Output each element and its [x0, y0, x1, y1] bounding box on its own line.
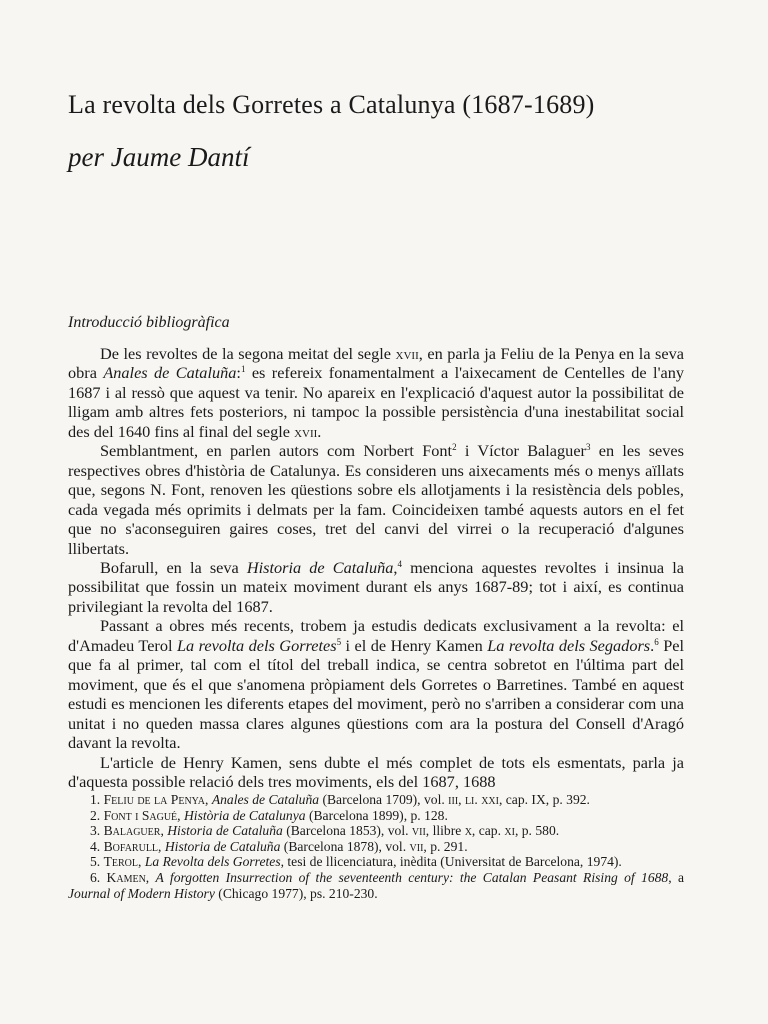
text-run: , p. 580. [514, 823, 560, 839]
work-title: La revolta dels Segadors [487, 635, 651, 655]
text-run: , tesi de llicenciatura, inèdita (Universitat de Barcelona, 1974). [280, 854, 622, 870]
text-run: xvii [294, 421, 318, 441]
text-run: , [158, 838, 165, 854]
text-run: x [464, 823, 472, 839]
work-title: Història de Catalunya [183, 807, 306, 823]
work-title: Anales de Cataluña [211, 792, 320, 807]
footnote-number: 6. [90, 869, 107, 885]
text-run: , [160, 823, 168, 839]
footnote-ref: 1 [240, 364, 246, 375]
text-run: (Barcelona 1853), vol. [282, 823, 412, 839]
footnote-ref: 2 [452, 442, 457, 453]
journal-title: Journal of Modern History [68, 885, 215, 901]
footnote-author: Feliu de la Penya [103, 792, 206, 807]
footnote-ref: 3 [585, 442, 591, 453]
text-run: , [205, 792, 212, 807]
text-run: li. xxi [464, 792, 499, 807]
article-title: La revolta dels Gorretes a Catalunya (1687-1689) [68, 90, 595, 119]
text-run: iii [448, 792, 459, 807]
text-run: , [458, 792, 465, 807]
footnote-1 [68, 792, 684, 808]
text-run: (Barcelona 1878), vol. [280, 838, 410, 854]
footnote-ref: 6 [654, 636, 659, 647]
text-run: vii [409, 838, 424, 854]
body-text [68, 344, 684, 791]
text-run: , llibre [425, 823, 465, 839]
work-title: La revolta dels Gorretes [176, 635, 337, 655]
text-run: , a [668, 869, 684, 885]
footnote-3 [68, 823, 684, 839]
text-run: , p. 291. [423, 838, 468, 854]
text-run: i el de Henry Kamen [341, 635, 488, 655]
footnote-number: 4. [90, 838, 104, 854]
footnotes [68, 792, 684, 901]
text-run: . [650, 635, 655, 655]
text-run: De les revoltes de la segona meitat del segle [100, 344, 396, 363]
text-run: , en parla ja Feliu de la Penya en la seva obra [68, 344, 684, 383]
text-run: xvii [395, 344, 419, 363]
paragraph-2 [68, 441, 684, 558]
text-run: , [177, 807, 184, 823]
text-run: , cap. IX, p. 392. [498, 792, 590, 807]
paragraph-4 [68, 616, 684, 752]
text-run: Pel que fa al primer, tal com el títol del treball indica, se centra sobretot en l'última part del moviment, que és el que s'anomena pròpiament dels Gorretes o Barretines. També en aquest estudi es mencionen les diferents etapes del moviment, però no s'arriben a considerar com una unitat i no queden massa clares algunes qüestions com ara la postura del Consell d'Aragó davant la revolta. [68, 635, 685, 753]
text-run: Passant a obres més recents, trobem ja estudis dedicats exclusivament a la revolta: el d'Amadeu Terol [68, 616, 684, 655]
footnote-author: Font i Sagué [103, 807, 178, 823]
text-run: menciona aquestes revoltes i insinua la possibilitat que fossin un mateix moviment durant els anys 1687-89; tot i així, es continua privilegiant la revolta del 1687. [68, 557, 684, 616]
text-run: , [393, 557, 398, 577]
footnote-4 [68, 839, 684, 855]
footnote-6 [68, 870, 684, 901]
text-run: en les seves respectives obres d'història de Catalunya. Es consideren uns aixecaments més o menys aïllats que, segons N. Font, renoven les qüestions sobre els allotjaments i la resistència dels pobles, cada vegada més oprimits i delmats per la fam. Coincideixen també aquests autors en el fet que no s'aconseguiren gaires coses, tret del canvi del virrei o la recuperació d'algunes llibertats. [68, 441, 684, 558]
text-run: es refereix fonamentalment a l'aixecament de Centelles de l'any 1687 i al ressò que aquest va tenir. No apareix en l'explicació d'aquest autor la possibilitat de lligam amb altres fets posteriors, ni tampoc la possible persistència d'una inestabilitat social des del 1640 fins al final del segle [68, 363, 685, 441]
footnote-author: Balaguer [103, 823, 161, 839]
text-run: , cap. [471, 823, 505, 839]
text-run: vii [411, 823, 426, 839]
paragraph-3 [68, 558, 684, 616]
work-title: Anales de Cataluña [103, 363, 237, 383]
work-title: La Revolta dels Gorretes [144, 854, 281, 870]
work-title: Historia de Cataluña [164, 838, 281, 854]
work-title: Historia de Cataluña [246, 557, 394, 577]
footnote-ref: 4 [397, 558, 402, 569]
text-run: (Barcelona 1899), p. 128. [305, 807, 448, 823]
footnote-number: 2. [90, 807, 104, 823]
text-run: (Barcelona 1709), vol. [319, 792, 449, 807]
footnote-number: 5. [90, 854, 104, 870]
paragraph-1 [68, 344, 684, 441]
text-run: : [236, 363, 241, 383]
footnote-2 [68, 808, 684, 824]
text-run: . [317, 421, 322, 441]
section-heading: Introducció bibliogràfica [68, 314, 230, 331]
text-run: Semblantment, en parlen autors com Norbert Font [100, 441, 453, 461]
work-title: A forgotten Insurrection of the seventeenth century: the Catalan Peasant Rising of 1688 [155, 869, 669, 885]
footnote-ref: 5 [336, 636, 342, 647]
footnote-number: 3. [90, 823, 104, 839]
text-run: i Víctor Balaguer [456, 441, 586, 461]
footnote-author: Kamen [106, 869, 146, 885]
text-run: (Chicago 1977), ps. 210-230. [214, 885, 378, 901]
text-run: L'article de Henry Kamen, sens dubte el més complet de tots els esmentats, parla ja d'aquesta possible relació dels tres moviments, els del 1687, 1688 [68, 752, 684, 791]
text-run: xi [504, 823, 515, 839]
text-run: , [138, 854, 145, 870]
footnote-5 [68, 854, 684, 870]
work-title: Historia de Cataluña [167, 823, 283, 839]
footnote-author: Terol [103, 854, 139, 870]
text-run: , [145, 869, 156, 885]
article-author: per Jaume Dantí [68, 142, 250, 172]
footnote-author: Bofarull [103, 838, 159, 854]
text-run: Bofarull, en la seva [100, 557, 247, 577]
paragraph-5 [68, 753, 684, 792]
footnote-number: 1. [90, 792, 104, 807]
